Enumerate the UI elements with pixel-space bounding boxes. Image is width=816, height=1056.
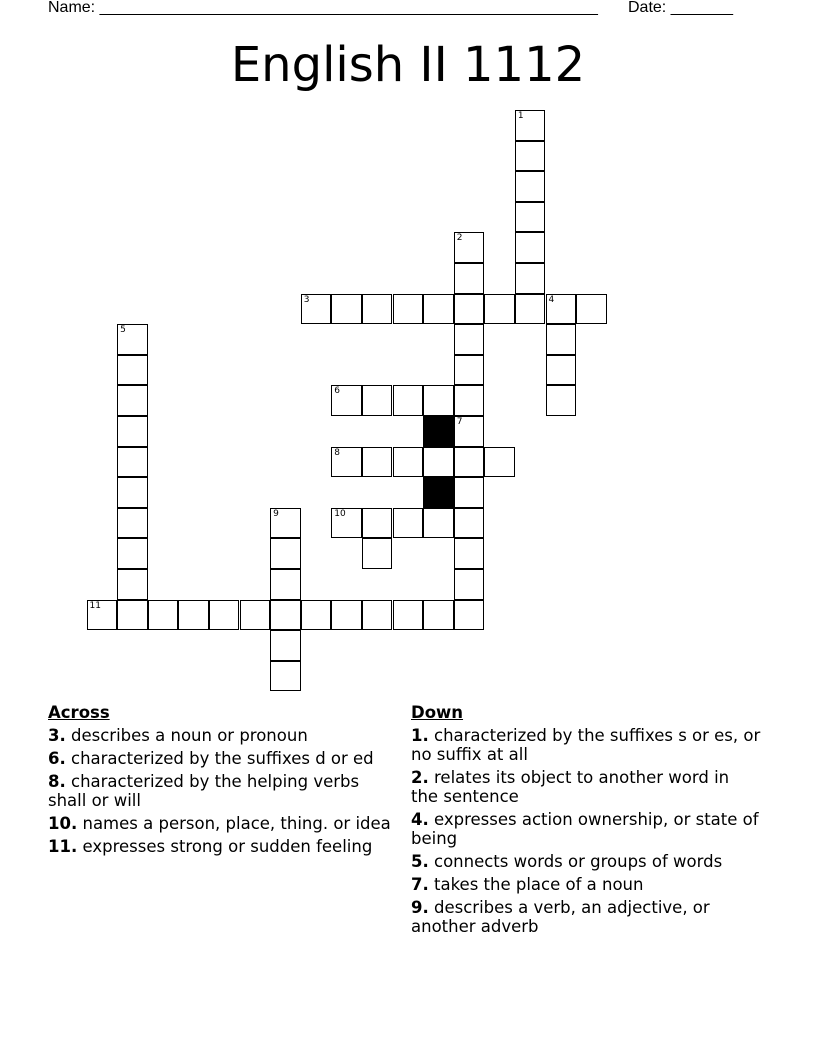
across-clue-8: 8. characterized by the helping verbs shall or will [48, 772, 360, 810]
grid-cell[interactable] [454, 508, 485, 539]
clue-number: 10 [334, 508, 346, 519]
grid-cell[interactable] [362, 447, 393, 478]
across-clue-6: 6. characterized by the suffixes d or ed [48, 749, 374, 768]
grid-cell[interactable] [454, 385, 485, 416]
grid-cell[interactable] [209, 600, 240, 631]
grid-cell[interactable] [117, 538, 148, 569]
grid-cell[interactable] [393, 508, 424, 539]
clue-number: 2 [456, 233, 463, 244]
grid-cell[interactable] [454, 600, 485, 631]
grid-cell[interactable] [454, 538, 485, 569]
grid-cell[interactable] [270, 569, 301, 600]
grid-cell[interactable] [393, 294, 424, 325]
clue-number: 4 [548, 294, 555, 305]
clue-number: 3 [303, 294, 310, 305]
grid-cell[interactable] [362, 600, 393, 631]
grid-cell[interactable] [148, 600, 179, 631]
grid-cell[interactable] [331, 447, 362, 478]
grid-cell[interactable] [546, 324, 577, 355]
clue-number: 5 [120, 325, 126, 336]
grid-cell[interactable] [515, 110, 546, 141]
grid-cell[interactable] [362, 508, 393, 539]
grid-cell[interactable] [331, 385, 362, 416]
grid-cell[interactable] [515, 171, 546, 202]
grid-cell[interactable] [117, 569, 148, 600]
grid-cell[interactable] [454, 569, 485, 600]
clue-number: 6 [334, 386, 341, 397]
grid-cell[interactable] [301, 294, 332, 325]
grid-cell[interactable] [331, 600, 362, 631]
grid-cell[interactable] [270, 508, 301, 539]
blocked-cell [423, 416, 454, 447]
clue-number: 1 [517, 111, 524, 121]
grid-cell[interactable] [87, 600, 118, 631]
down-clue-2: 2. relates its object to another word in the sentence [411, 768, 730, 806]
across-clues [48, 703, 398, 860]
clue-number: 7 [456, 417, 463, 427]
across-clue-10: 10. names a person, place, thing. or idea [48, 814, 391, 833]
grid-cell[interactable] [546, 355, 577, 386]
grid-cell[interactable] [117, 508, 148, 539]
down-clue-9: 9. describes a verb, an adjective, or another adverb [411, 898, 710, 936]
grid-cell[interactable] [515, 263, 546, 294]
grid-cell[interactable] [515, 141, 546, 172]
grid-cell[interactable] [270, 538, 301, 569]
grid-cell[interactable] [117, 447, 148, 478]
grid-cell[interactable] [423, 600, 454, 631]
grid-cell[interactable] [454, 294, 485, 325]
grid-cell[interactable] [393, 385, 424, 416]
name-field: Name: ________________________________________________________ [48, 0, 598, 16]
grid-cell[interactable] [331, 294, 362, 325]
grid-cell[interactable] [270, 600, 301, 631]
down-clue-7: 7. takes the place of a noun [411, 875, 644, 894]
grid-cell[interactable] [240, 600, 271, 631]
grid-cell[interactable] [393, 447, 424, 478]
grid-cell[interactable] [454, 232, 485, 263]
grid-cell[interactable] [454, 263, 485, 294]
blocked-cell [423, 477, 454, 508]
across-clue-11: 11. expresses strong or sudden feeling [48, 837, 373, 856]
grid-cell[interactable] [576, 294, 607, 325]
grid-cell[interactable] [454, 416, 485, 447]
grid-cell[interactable] [454, 355, 485, 386]
grid-cell[interactable] [270, 630, 301, 661]
grid-cell[interactable] [362, 538, 393, 569]
grid-cell[interactable] [546, 385, 577, 416]
grid-cell[interactable] [515, 232, 546, 263]
grid-cell[interactable] [117, 355, 148, 386]
grid-cell[interactable] [423, 385, 454, 416]
grid-cell[interactable] [270, 661, 301, 692]
grid-cell[interactable] [178, 600, 209, 631]
grid-cell[interactable] [423, 447, 454, 478]
grid-cell[interactable] [454, 447, 485, 478]
grid-cell[interactable] [423, 508, 454, 539]
grid-cell[interactable] [362, 294, 393, 325]
grid-cell[interactable] [423, 294, 454, 325]
grid-cell[interactable] [454, 477, 485, 508]
down-clue-5: 5. connects words or groups of words [411, 852, 723, 871]
grid-cell[interactable] [546, 294, 577, 325]
grid-cell[interactable] [117, 416, 148, 447]
grid-cell[interactable] [362, 385, 393, 416]
clue-number: 9 [273, 508, 279, 519]
grid-cell[interactable] [454, 324, 485, 355]
date-field: Date: _______ [628, 0, 733, 16]
grid-cell[interactable] [515, 294, 546, 325]
across-heading: Across [48, 703, 110, 722]
grid-cell[interactable] [117, 477, 148, 508]
grid-cell[interactable] [117, 385, 148, 416]
grid-cell[interactable] [117, 600, 148, 631]
down-clues [411, 703, 761, 940]
down-heading: Down [411, 703, 464, 722]
page-title: English II 1112 [230, 37, 586, 93]
grid-cell[interactable] [484, 294, 515, 325]
down-clue-4: 4. expresses action ownership, or state of being [411, 810, 759, 848]
clue-number: 8 [334, 447, 341, 458]
across-clue-3: 3. describes a noun or pronoun [48, 726, 308, 745]
grid-cell[interactable] [331, 508, 362, 539]
grid-cell[interactable] [301, 600, 332, 631]
clue-number: 11 [89, 600, 101, 611]
grid-cell[interactable] [117, 324, 148, 355]
grid-cell[interactable] [484, 447, 515, 478]
down-clue-1: 1. characterized by the suffixes s or es, or no suffix at all [411, 726, 761, 764]
grid-cell[interactable] [515, 202, 546, 233]
grid-cell[interactable] [393, 600, 424, 631]
